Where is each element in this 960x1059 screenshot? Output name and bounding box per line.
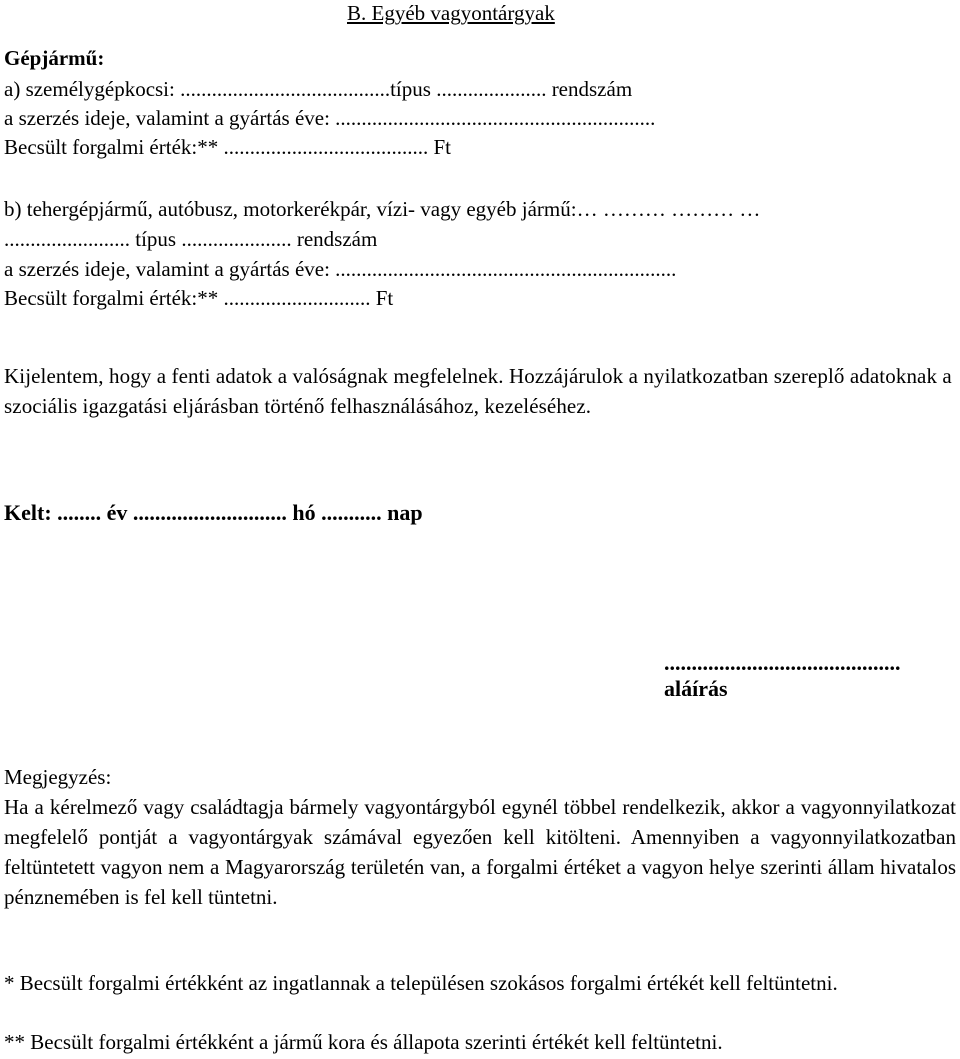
note-title: Megjegyzés: <box>4 765 112 789</box>
vehicle-b-line-4: Becsült forgalmi érték:** ............................ Ft <box>4 286 394 310</box>
signature-dots: ........................................... <box>664 650 901 675</box>
vehicle-b-line-3: a szerzés ideje, valamint a gyártás éve: ................................................................. <box>4 257 677 281</box>
declaration-paragraph: Kijelentem, hogy a fenti adatok a valóságnak megfelelnek. Hozzájárulok a nyilatkozatban szereplő adatoknak a szociális igazgatási eljárásban történő felhasználásához, kezeléséhez. <box>4 364 952 418</box>
signature-label: aláírás <box>664 676 728 701</box>
vehicle-heading: Gépjármű: <box>4 46 105 70</box>
vehicle-b-line-1: b) tehergépjármű, autóbusz, motorkerékpár, vízi- vagy egyéb jármű:… ……… ……… … <box>4 197 761 221</box>
footnote-double-star: ** Becsült forgalmi értékként a jármű kora és állapota szerinti értékét kell feltüntetni. <box>4 1030 723 1054</box>
date-line: Kelt: ........ év ............................ hó ........... nap <box>4 500 423 525</box>
vehicle-a-line-2: a szerzés ideje, valamint a gyártás éve: ............................................................. <box>4 106 656 130</box>
footnote-single-star: * Becsült forgalmi értékként az ingatlannak a településen szokásos forgalmi értékét kell feltüntetni. <box>4 971 838 995</box>
section-title: B. Egyéb vagyontárgyak <box>347 1 555 25</box>
vehicle-a-line-3: Becsült forgalmi érték:** ....................................... Ft <box>4 135 451 159</box>
vehicle-a-line-1: a) személygépkocsi: ........................................típus ..................... rendszám <box>4 77 633 101</box>
signature-block <box>664 650 901 704</box>
note-body: Ha a kérelmező vagy családtagja bármely vagyontárgyból egynél többel rendelkezik, akkor a vagyonnyilatkozat megfelelő pontját a vagyontárgyak számával egyezően kell kitölteni. Amennyiben a vagyonnyilatkozatban feltüntetett vagyon nem a Magyarország területén van, a forgalmi értéket a vagyon helye szerinti állam hivatalos pénznemében is fel kell tüntetni. <box>4 795 956 909</box>
vehicle-b-line-2: ........................ típus ..................... rendszám <box>4 227 378 251</box>
